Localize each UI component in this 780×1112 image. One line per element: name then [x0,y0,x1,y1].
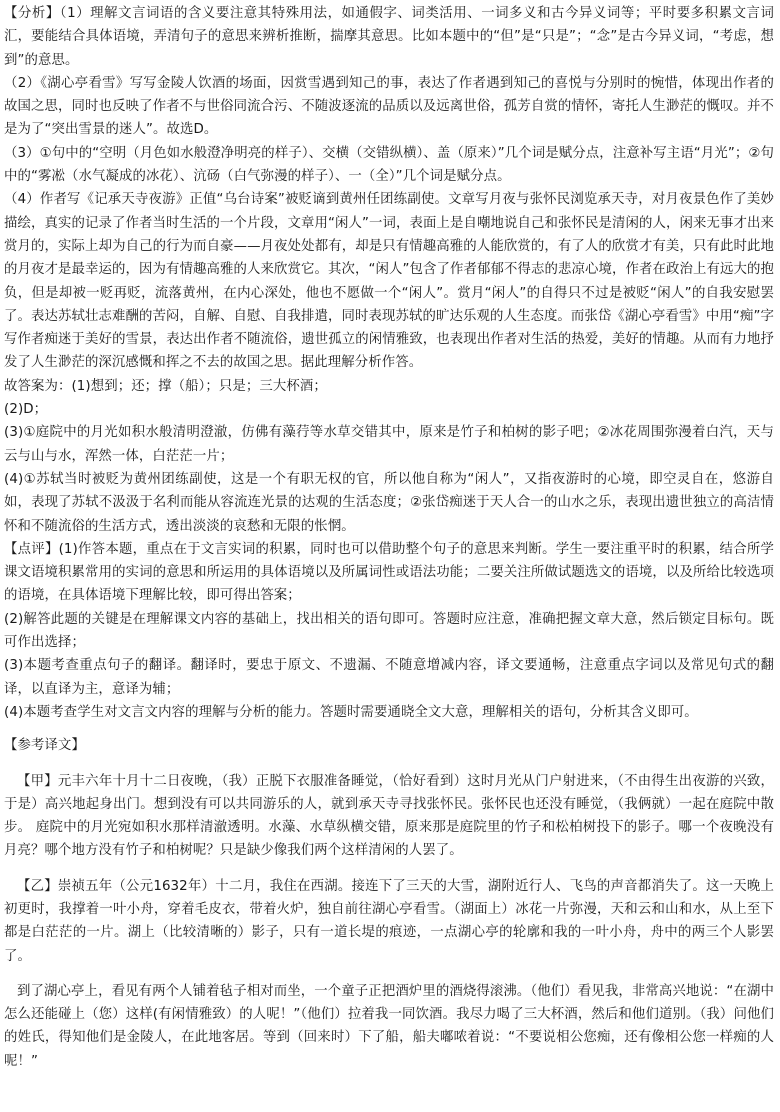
comment-4: (4)本题考查学生对文言文内容的理解与分析的能力。答题时需要通晓全文大意，理解相关的语句，分析其含义即可。 [4,704,698,720]
comment-3: (3)本题考查重点句子的翻译。翻译时，要忠于原文、不遗漏、不随意增减内容，译文要通畅，注意重点字词以及常见句式的翻译，以直译为主，意译为辅； [4,658,774,697]
spacer [4,863,774,875]
translation-jia: 【甲】元丰六年十月十二日夜晚，（我）正脱下衣服准备睡觉，（恰好看到）这时月光从门户射进来，（不由得生出夜游的兴致，于是）高兴地起身出门。想到没有可以共同游乐的人，就到承天寺寻找张怀民。张怀民也还没有睡觉，（我俩就）一起在庭院中散步。 庭院中的月光宛如积水那样清澈透明。水藻、水草纵横交错，原来那是庭院里的竹子和松柏树投下的影子。哪一个夜晚没有月亮？哪个地方没有竹子和柏树呢？只是缺少像我们两个这样清闲的人罢了。 [4,773,774,859]
analysis-paragraph-1: 【分析】（1）理解文言词语的含义要注意其特殊用法，如通假字、词类活用、一词多义和古今异义词等；平时要多积累文言词汇，要能结合具体语境，弄清句子的意思来辨析推断，揣摩其意思。比如本题中的“但”是“只是”；“念”是古今异义词，“考虑，想到”的意思。 [4,6,774,68]
comment-1: 【点评】(1)作答本题，重点在于文言实词的积累，同时也可以借助整个句子的意思来判断。学生一要注重平时的积累，结合所学课文语境积累常用的实词的意思和所运用的具体语境以及所属词性或语法功能；二要关注所做试题选文的语境，以及所给比较选项的语境，在具体语境下理解比较，即可得出答案； [4,541,774,604]
answer-3: (3)①庭院中的月光如积水般清明澄澈，仿佛有藻荇等水草交错其中，原来是竹子和柏树的影子吧；②冰花周围弥漫着白汽，天与云与山与水，浑然一体，白茫茫一片； [4,425,774,464]
comment-2: (2)解答此题的关键是在理解课文内容的基础上，找出相关的语句即可。答题时应注意，准确把握文章大意，然后锁定目标句。既可作出选择； [4,611,774,651]
spacer [4,724,774,734]
analysis-paragraph-4: （4）作者写《记承天寺夜游》正值“乌台诗案”被贬谪到黄州任团练副使。文章写月夜与张怀民浏览承天寺，对月夜景色作了美妙描绘，真实的记录了作者当时生活的一个片段，文章用“闲人”一词，表面上是自嘲地说自己和张怀民是清闲的人，闲来无事才出来赏月的，实际上却为自己的行为而自豪——月夜处处都有，却是只有情趣高雅的人能欣赏的，有了人的欣赏才有美，只有此时此地的月夜才是最幸运的，因为有情趣高雅的人来欣赏它。其次，“闲人”包含了作者郁郁不得志的悲凉心境，作者在政治上有远大的抱负，但是却被一贬再贬，流落黄州，在内心深处，他也不愿做一个“闲人”。赏月“闲人”的自得只不过是被贬“闲人”的自我安慰罢了。表达苏轼壮志难酬的苦闷，自解、自慰、自我排遣，同时表现苏轼的旷达乐观的人生态度。而张岱《湖心亭看雪》中用“痴”字写作者痴迷于美好的雪景，表达出作者不随流俗，遗世孤立的闲情雅致，也表现出作者对生活的热爱，美好的情趣。从而有力地抒发了人生渺茫的深沉感慨和挥之不去的故国之思。据此理解分析作答。 [4,192,774,371]
spacer [4,758,774,770]
analysis-paragraph-3: （3）①句中的“空明（月色如水般澄净明亮的样子）、交横（交错纵横）、盖（原来）”几个词是赋分点，注意补写主语“月光”；②句中的“雾凇（水气凝成的冰花）、沆砀（白气弥漫的样子）、一（全）”几个词是赋分点。 [4,145,774,185]
translation-yi: 【乙】崇祯五年（公元1632年）十二月，我住在西湖。接连下了三天的大雪，湖附近行人、飞鸟的声音都消失了。这一天晚上初更时，我撑着一叶小舟，穿着毛皮衣，带着火炉，独自前往湖心亭看雪。（湖面上）冰花一片弥漫，天和云和山和水，从上至下都是白茫茫的一片。湖上（比较清晰的）影子，只有一道长堤的痕迹，一点湖心亭的轮廓和我的一叶小舟，舟中的两三个人影罢了。 [4,878,774,964]
answer-intro: 故答案为：(1)想到；还；撑（船）；只是；三大杯酒； [4,378,327,394]
translation-last: 到了湖心亭上，看见有两个人铺着毡子相对而坐，一个童子正把酒炉里的酒烧得滚沸。（他们）看见我，非常高兴地说：“在湖中怎么还能碰上（您）这样(有闲情雅致）的人呢！”（他们）拉着我一同饮酒。我尽力喝了三大杯酒，然后和他们道别。（我）问他们的姓氏，得知他们是金陵人，在此地客居。等到（回来时）下了船，船夫嘟哝着说：“不要说相公您痴，还有像相公您一样痴的人呢！” [4,983,774,1069]
spacer [4,968,774,980]
analysis-paragraph-2: （2）《湖心亭看雪》写写金陵人饮酒的场面，因赏雪遇到知己的事，表达了作者遇到知己的喜悦与分别时的惋惜，体现出作者的故国之思，同时也反映了作者不与世俗同流合污、不随波逐流的品质以及远离世俗，孤芳自赏的情怀，寄托人生渺茫的慨叹。并不是为了“突出雪景的迷人”。故选D。 [4,75,774,138]
answer-2: (2)D； [4,402,48,418]
translation-heading: 【参考译文】 [4,738,85,754]
answer-4: (4)①苏轼当时被贬为黄州团练副使，这是一个有职无权的官，所以他自称为“闲人”，又指夜游时的心境，即空灵自在，悠游自如，表现了苏轼不汲汲于名利而能从容流连光景的达观的生活态度；②张岱痴迷于天人合一的山水之乐，表现出遗世独立的高洁情怀和不随流俗的生活方式，透出淡淡的哀愁和无限的怅惘。 [4,471,774,534]
